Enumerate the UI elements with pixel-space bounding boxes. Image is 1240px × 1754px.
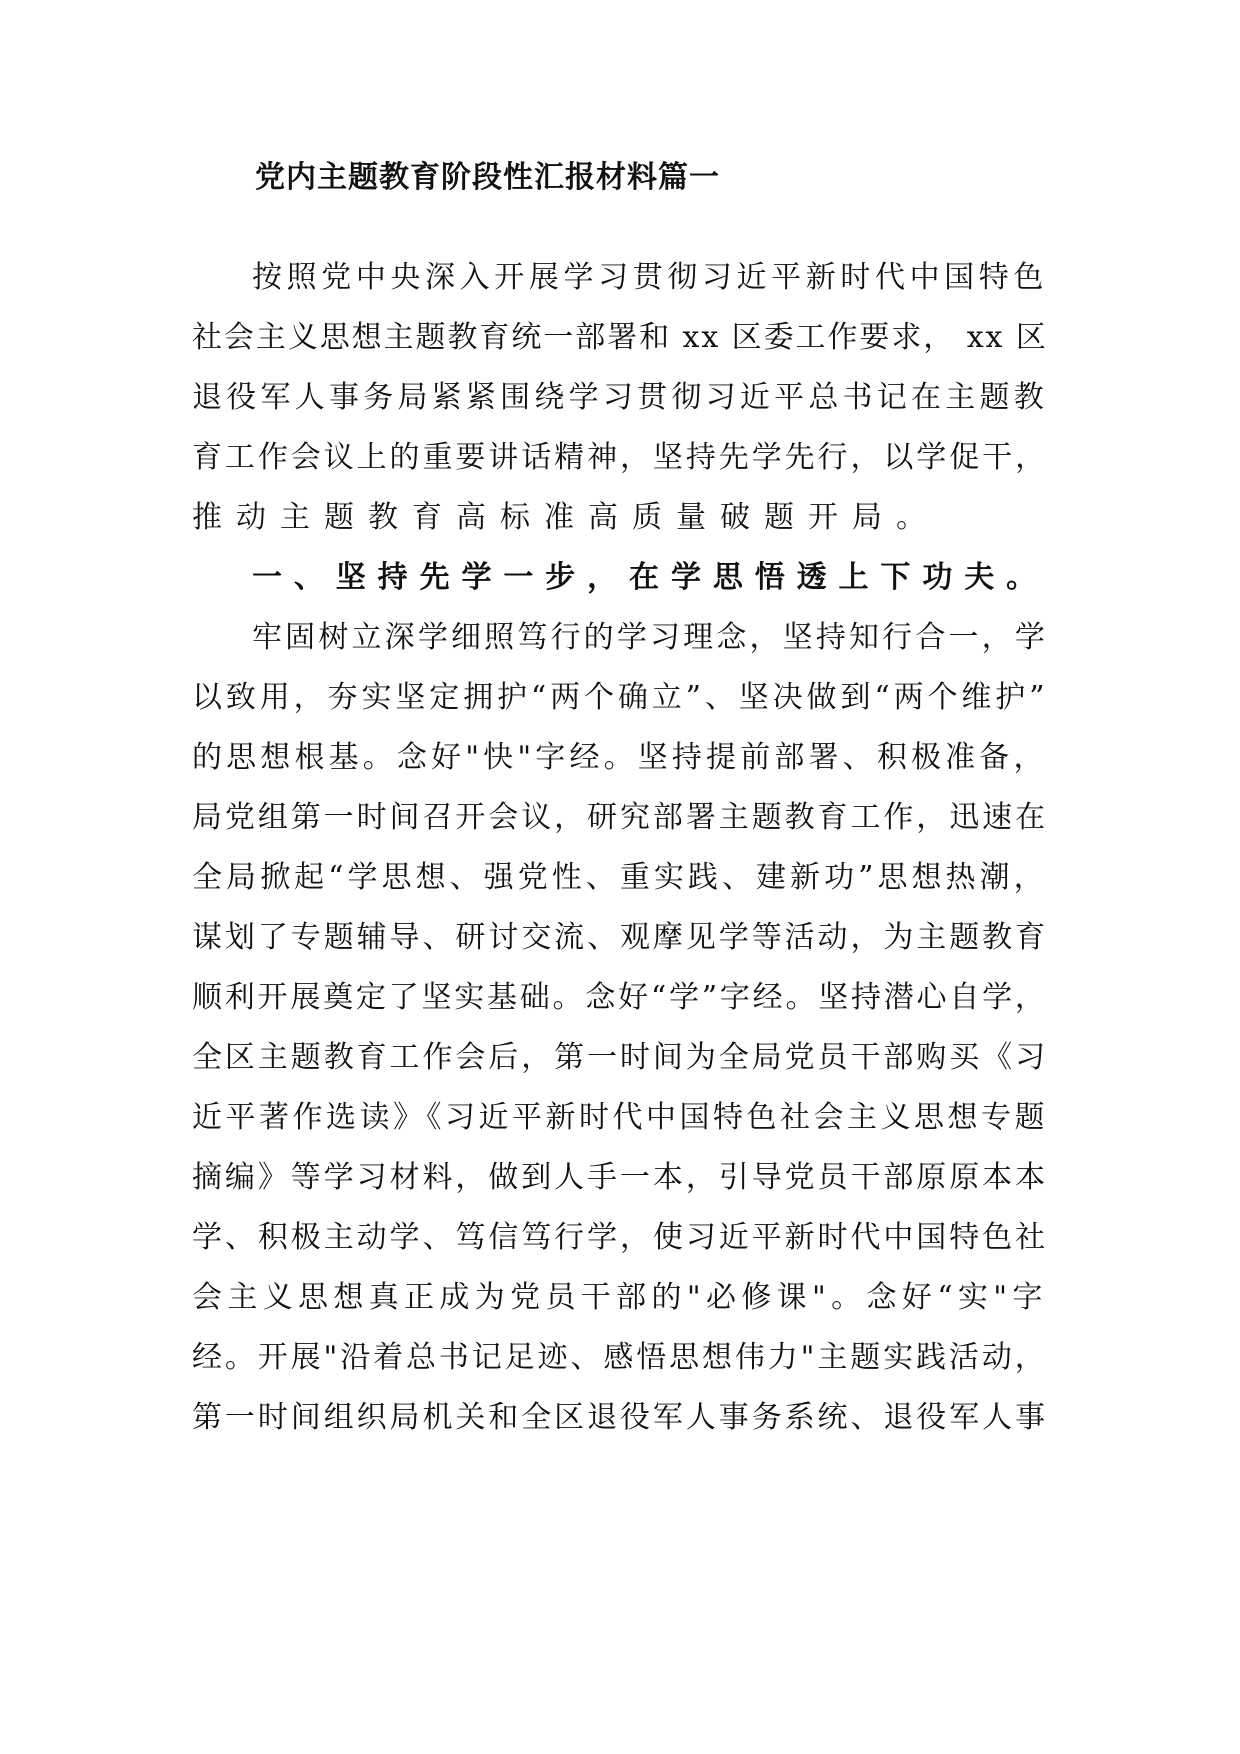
paragraph-line: 局党组第一时间召开会议，研究部署主题教育工作，迅速在 — [192, 800, 1048, 835]
paragraph-line: 退役军人事务局紧紧围绕学习贯彻习近平总书记在主题教 — [192, 380, 1048, 415]
paragraph-line: 顺利开展奠定了坚实基础。念好“学”字经。坚持潜心自学， — [192, 980, 1048, 1015]
paragraph-line: 的思想根基。念好"快"字经。坚持提前部署、积极准备， — [192, 740, 1048, 775]
paragraph-line: 第一时间组织局机关和全区退役军人事务系统、退役军人事 — [192, 1400, 1048, 1435]
document-title: 党内主题教育阶段性汇报材料篇一 — [255, 160, 720, 195]
paragraph-line: 会主义思想真正成为党员干部的"必修课"。念好“实"字 — [192, 1280, 1048, 1315]
paragraph-line: 谋划了专题辅导、研讨交流、观摩见学等活动，为主题教育 — [192, 920, 1048, 955]
paragraph-line: 按照党中央深入开展学习贯彻习近平新时代中国特色 — [252, 260, 1048, 295]
paragraph-line: 摘编》等学习材料，做到人手一本，引导党员干部原原本本 — [192, 1160, 1048, 1195]
paragraph-line: 牢固树立深学细照笃行的学习理念，坚持知行合一，学 — [252, 620, 1048, 655]
paragraph-line: 社会主义思想主题教育统一部署和 xx 区委工作要求， xx 区 — [192, 320, 1048, 355]
paragraph-line: 全区主题教育工作会后，第一时间为全局党员干部购买《习 — [192, 1040, 1048, 1075]
paragraph-line: 以致用，夯实坚定拥护“两个确立”、坚决做到“两个维护” — [192, 680, 1049, 715]
paragraph-line: 经。开展"沿着总书记足迹、感悟思想伟力"主题实践活动， — [192, 1340, 1048, 1375]
paragraph-line: 近平著作选读》《习近平新时代中国特色社会主义思想专题 — [192, 1100, 1048, 1135]
paragraph-line: 育工作会议上的重要讲话精神，坚持先学先行，以学促干， — [192, 440, 1048, 475]
paragraph-line: 推动主题教育高标准高质量破题开局。 — [192, 500, 940, 535]
paragraph-line: 学、积极主动学、笃信笃行学，使习近平新时代中国特色社 — [192, 1220, 1048, 1255]
section-heading: 一、坚持先学一步，在学思悟透上下功夫。 — [252, 560, 1048, 595]
paragraph-line: 全局掀起“学思想、强党性、重实践、建新功”思想热潮， — [192, 860, 1048, 895]
